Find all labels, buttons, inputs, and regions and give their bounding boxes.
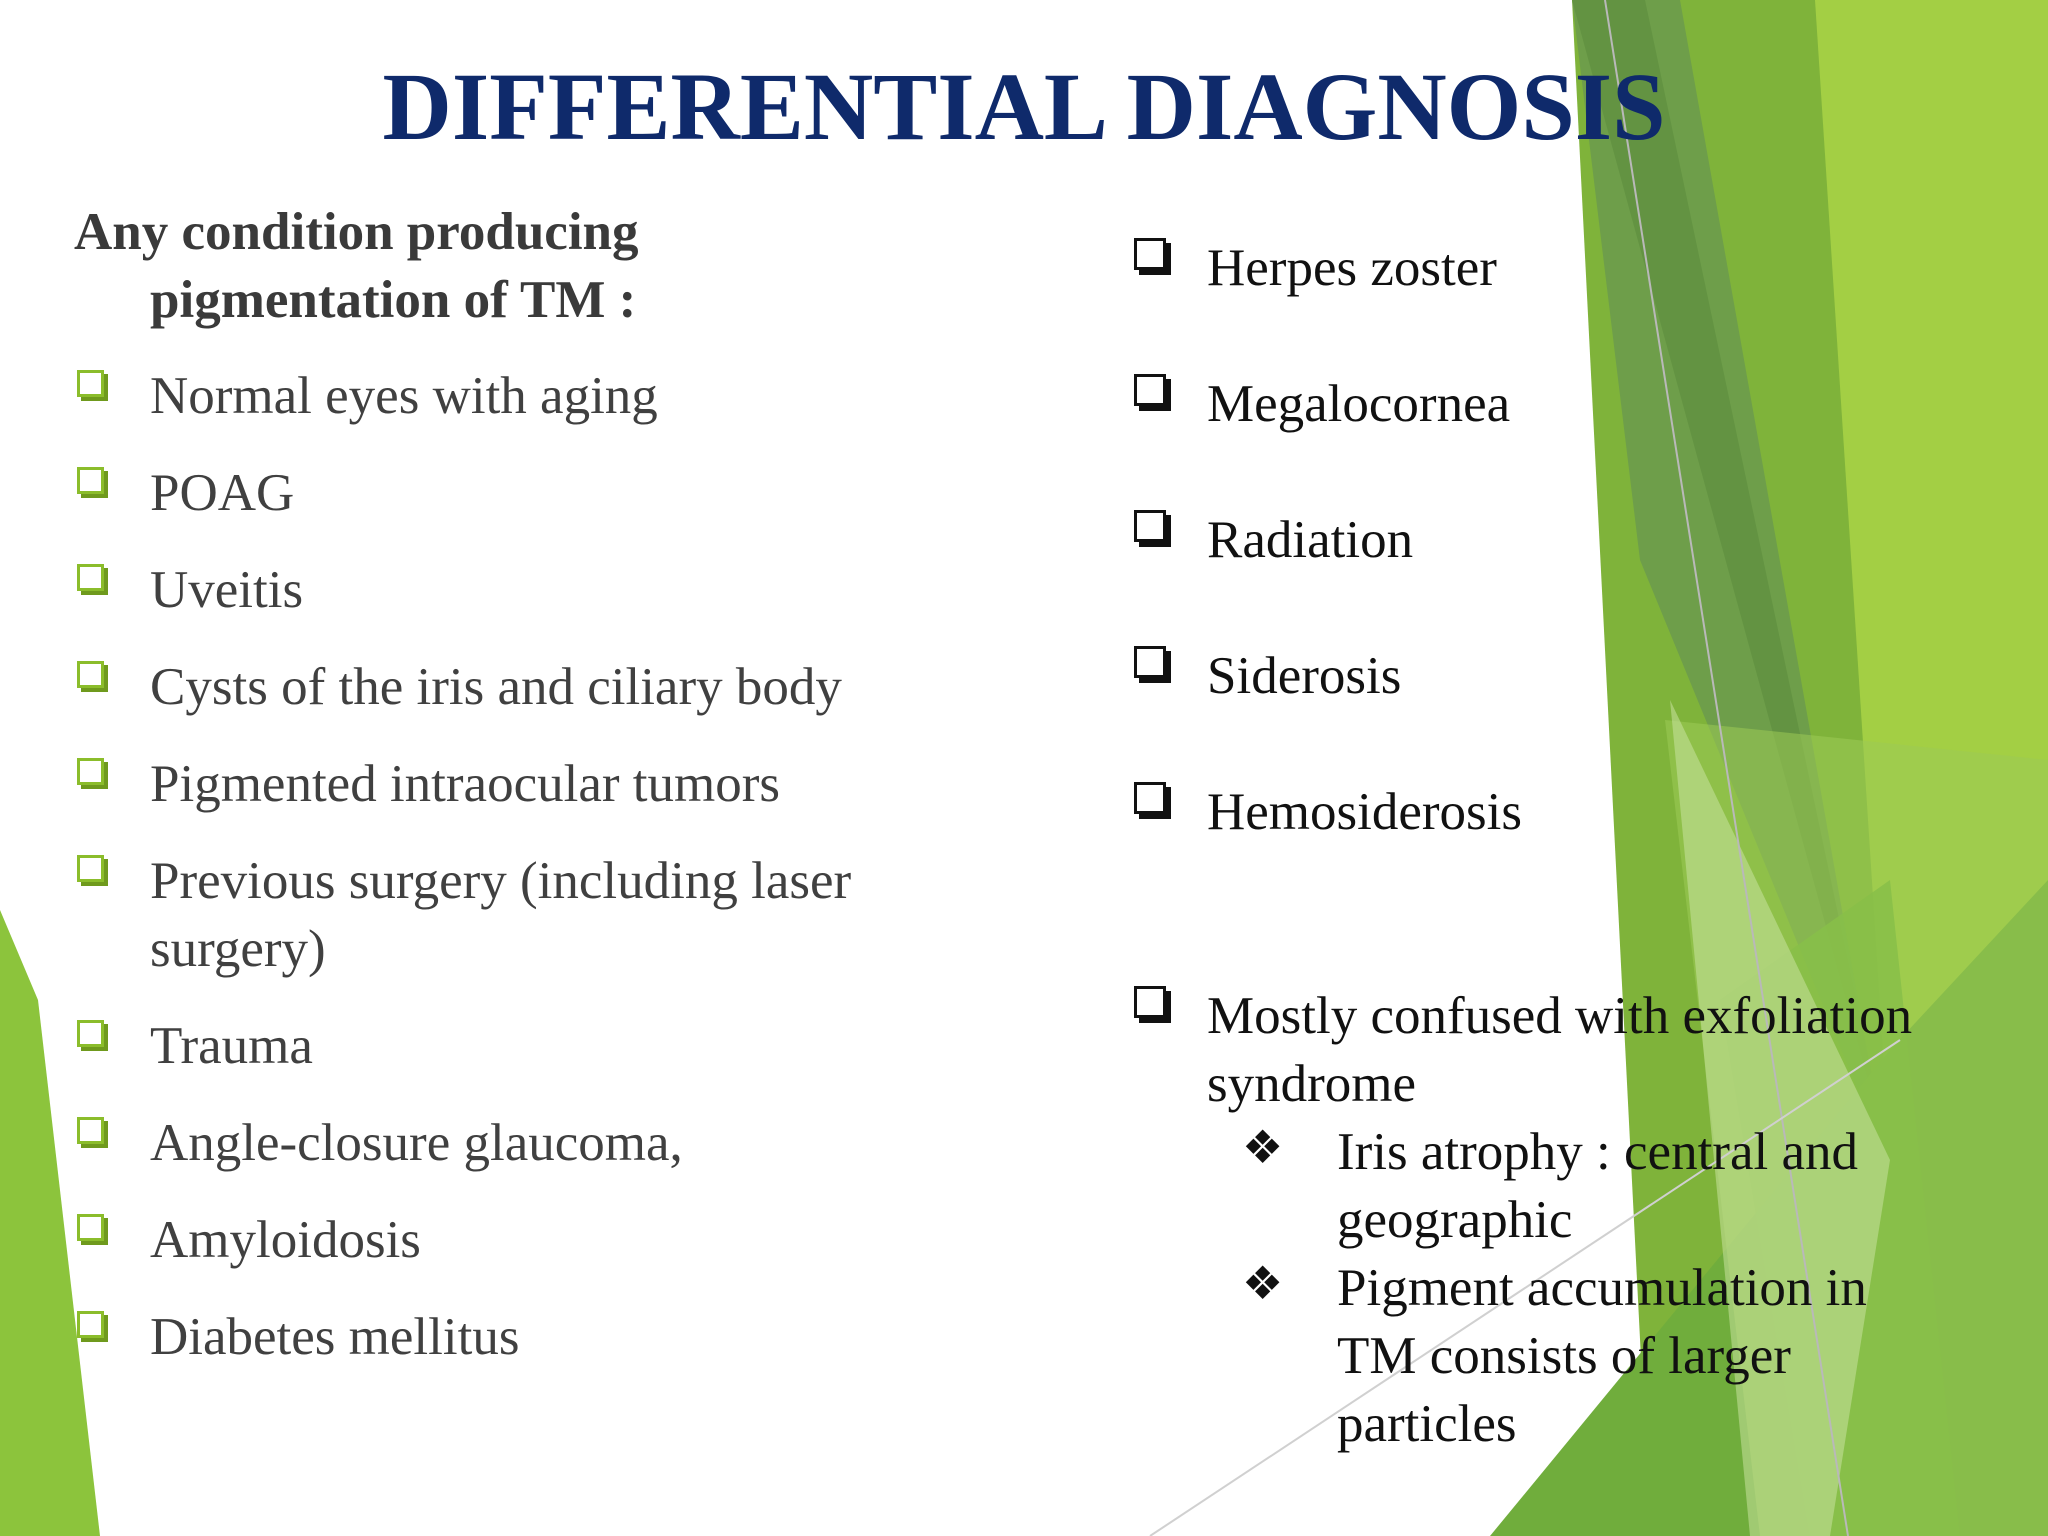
confusion-text: Mostly confused with exfoliation syndrome (1207, 987, 1913, 1113)
sub-list-item-text: Pigment accumulation in TM consists of larger particles (1337, 1259, 1867, 1453)
intro-line-2: pigmentation of TM : (150, 271, 637, 329)
intro-line-1: Any condition producing (74, 203, 639, 261)
black-checkbox-square-icon (1134, 510, 1166, 542)
sub-list-item (1234, 1118, 1874, 1254)
list-item-text: Herpes zoster (1207, 239, 1497, 297)
green-checkbox-square-icon (77, 1311, 104, 1338)
left-diagnosis-list (74, 362, 974, 1400)
four-diamond-icon: ❖ (1242, 1258, 1284, 1309)
list-item (1134, 234, 2014, 302)
sub-list-item-text: Iris atrophy : central and geographic (1337, 1123, 1858, 1249)
list-item-text: Trauma (150, 1017, 313, 1075)
black-checkbox-square-icon (1134, 238, 1166, 270)
list-item-text: Diabetes mellitus (150, 1308, 520, 1366)
list-item-text: Siderosis (1207, 647, 1402, 705)
list-item (74, 362, 974, 430)
green-checkbox-square-icon (77, 1117, 104, 1144)
black-checkbox-square-icon (1134, 782, 1166, 814)
green-checkbox-square-icon (77, 855, 104, 882)
black-checkbox-square-icon (1134, 646, 1166, 678)
list-item-text: Hemosiderosis (1207, 783, 1523, 841)
list-item (74, 556, 974, 624)
list-item-text: POAG (150, 464, 295, 522)
green-checkbox-square-icon (77, 564, 104, 591)
sub-list-item (1234, 1254, 1874, 1458)
list-item (74, 653, 974, 721)
right-diagnosis-list (1134, 234, 2014, 1458)
confusion-item (1134, 982, 2048, 1458)
list-item (74, 1109, 974, 1177)
list-item (74, 1206, 974, 1274)
list-item-text: Pigmented intraocular tumors (150, 755, 780, 813)
green-checkbox-square-icon (77, 1214, 104, 1241)
green-checkbox-square-icon (77, 661, 104, 688)
list-item (74, 1303, 974, 1371)
black-checkbox-square-icon (1134, 986, 1166, 1018)
list-item (74, 1012, 974, 1080)
slide-title: DIFFERENTIAL DIAGNOSIS (382, 53, 1666, 160)
list-item-text: Previous surgery (including laser surgery) (150, 852, 852, 978)
list-item (74, 750, 974, 818)
list-item-text: Megalocornea (1207, 375, 1511, 433)
green-checkbox-square-icon (77, 370, 104, 397)
four-diamond-icon: ❖ (1242, 1122, 1284, 1173)
green-checkbox-square-icon (77, 467, 104, 494)
list-item (74, 847, 990, 983)
list-item-text: Radiation (1207, 511, 1414, 569)
sub-list (1234, 1118, 1874, 1458)
list-item (1134, 778, 2014, 846)
green-checkbox-square-icon (77, 1020, 104, 1047)
list-item (1134, 506, 2014, 574)
green-checkbox-square-icon (77, 758, 104, 785)
list-item (74, 459, 974, 527)
list-item-text: Amyloidosis (150, 1211, 421, 1269)
list-item-text: Angle-closure glaucoma, (150, 1114, 683, 1172)
list-item-text: Cysts of the iris and ciliary body (150, 658, 842, 716)
list-item (1134, 642, 2014, 710)
intro-text (74, 198, 974, 334)
black-checkbox-square-icon (1134, 374, 1166, 406)
list-item-text: Uveitis (150, 561, 304, 619)
list-item (1134, 370, 2014, 438)
list-item-text: Normal eyes with aging (150, 367, 658, 425)
